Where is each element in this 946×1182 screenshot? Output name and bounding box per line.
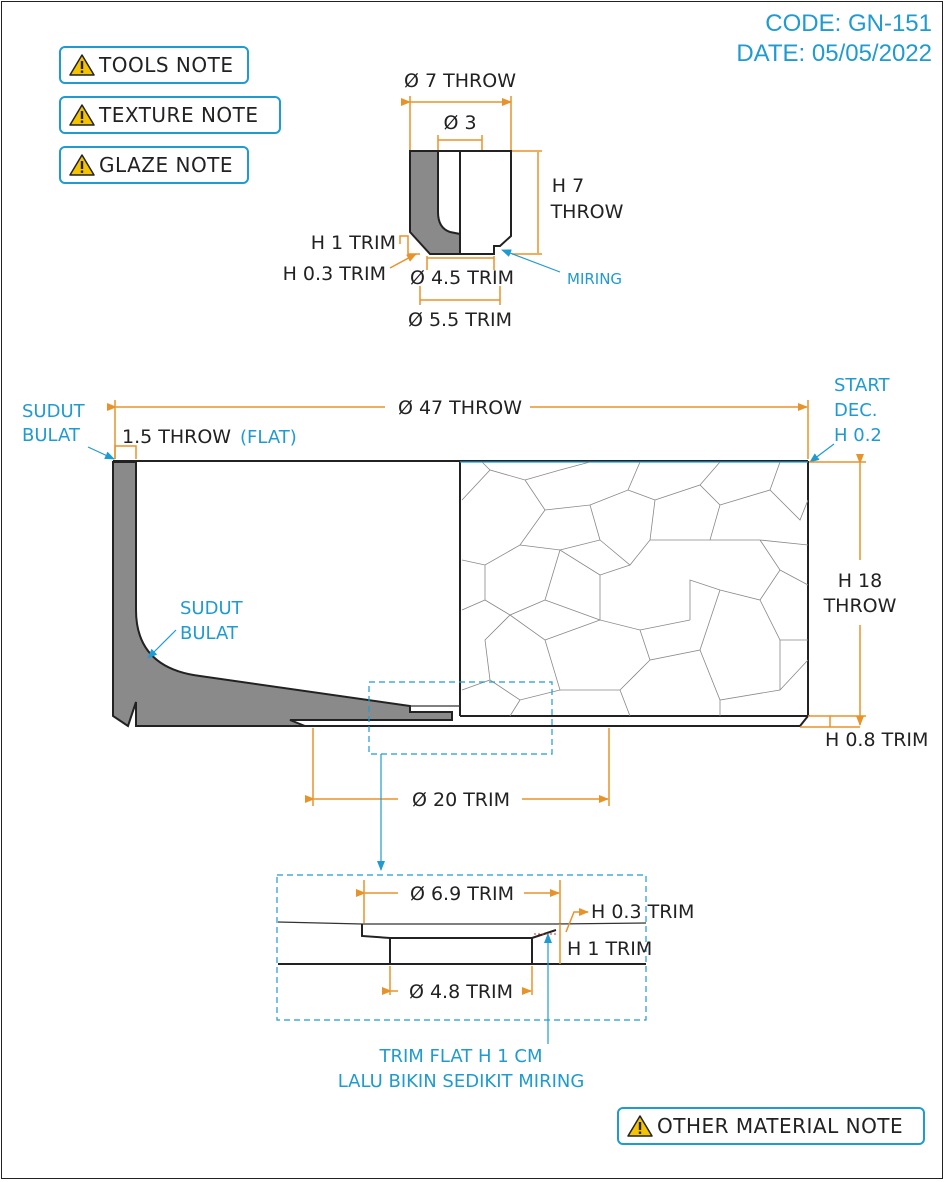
tools-note-label: TOOLS NOTE	[99, 53, 234, 77]
main-height-label-2: THROW	[823, 595, 897, 617]
detail-h-trim-label: H 1 TRIM	[567, 938, 653, 960]
texture-note-label: TEXTURE NOTE	[99, 103, 259, 127]
detail-note-line2: LALU BIKIN SEDIKIT MIRING	[337, 1071, 585, 1092]
top-dia-throw-label: Ø 7 THROW	[404, 70, 516, 92]
top-profile-section	[410, 151, 460, 254]
detail-note-line1: TRIM FLAT H 1 CM	[379, 1046, 543, 1067]
sudut-bulat-top-1: SUDUT	[22, 401, 85, 422]
sudut-bulat-top-2: BULAT	[22, 425, 80, 446]
drawing-date: DATE: 05/05/2022	[736, 40, 932, 67]
start-dec-3: H 0.2	[834, 425, 882, 446]
top-h-trim-small-label: H 0.3 TRIM	[282, 263, 386, 285]
wall-throw-label: 1.5 THROW	[122, 426, 232, 448]
sudut-bulat-inner-1: SUDUT	[180, 598, 243, 619]
top-h-trim-label: H 1 TRIM	[310, 232, 396, 254]
top-profile	[283, 70, 624, 331]
start-dec-2: DEC.	[834, 400, 878, 421]
product-code: CODE: GN-151	[765, 10, 932, 37]
top-trim-b-label: Ø 5.5 TRIM	[407, 309, 513, 331]
top-trim-a-label: Ø 4.5 TRIM	[409, 267, 515, 289]
main-profile-section	[113, 462, 452, 726]
main-trim-label: Ø 20 TRIM	[411, 789, 511, 811]
top-height-label-2: THROW	[550, 201, 624, 223]
detail-h-trim-small-label: H 0.3 TRIM	[591, 901, 695, 923]
top-height-label-1: H 7	[551, 175, 585, 197]
other-material-note-label: OTHER MATERIAL NOTE	[657, 1114, 904, 1138]
detail-top-trim-label: Ø 6.9 TRIM	[409, 883, 515, 905]
main-h-trim-label: H 0.8 TRIM	[825, 729, 929, 751]
start-dec-1: START	[834, 375, 890, 396]
crackle-texture	[462, 462, 808, 716]
glaze-note-label: GLAZE NOTE	[99, 153, 234, 177]
sudut-bulat-inner-2: BULAT	[180, 623, 238, 644]
top-miring-label: MIRING	[567, 270, 623, 288]
detail-bottom-trim-label: Ø 4.8 TRIM	[408, 981, 514, 1003]
detail-view	[277, 875, 694, 1092]
top-inner-dia-label: Ø 3	[443, 112, 477, 134]
main-height-label-1: H 18	[837, 570, 883, 592]
main-profile	[22, 375, 928, 870]
main-dia-throw-label: Ø 47 THROW	[397, 397, 523, 419]
wall-flat-label: (FLAT)	[240, 427, 297, 448]
